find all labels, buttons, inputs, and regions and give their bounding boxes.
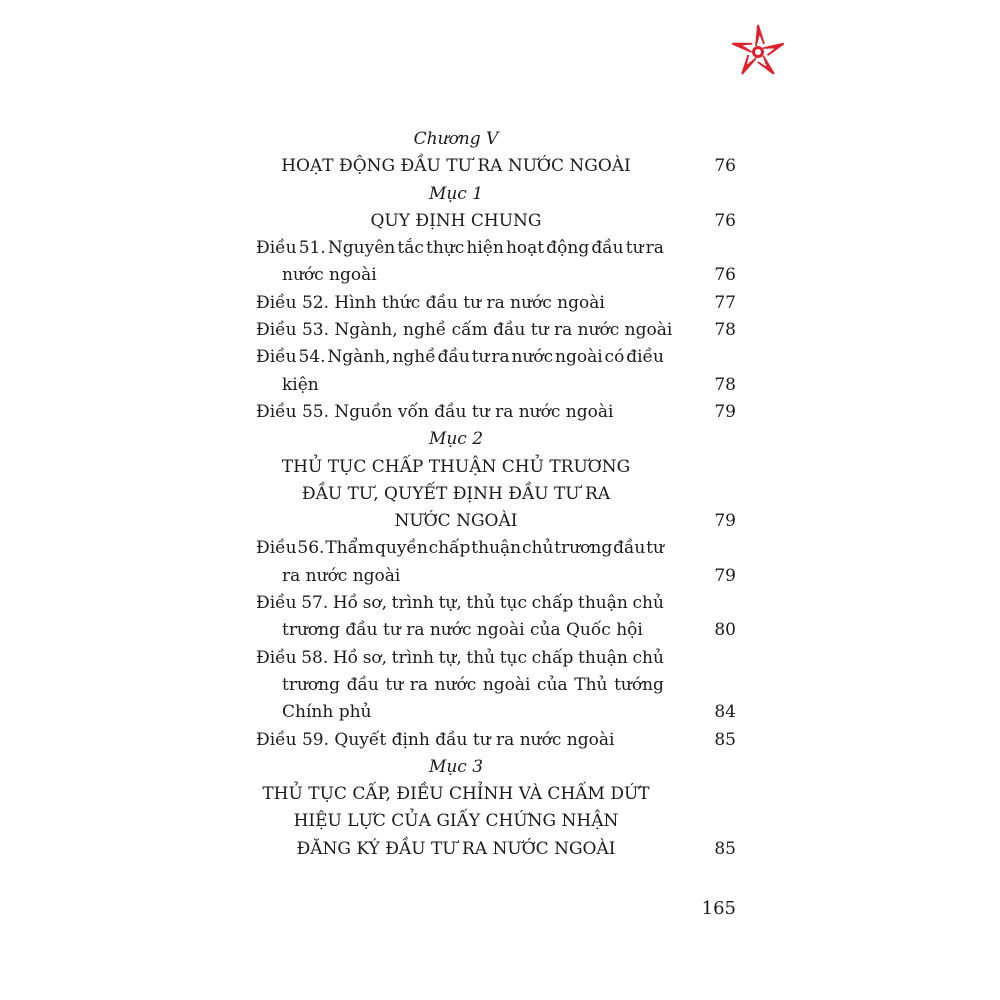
table-of-contents [256,126,736,863]
toc-entry-text: Điều 57. Hồ sơ, trình tự, thủ tục chấp thuận chủ [256,593,664,614]
toc-entry-line [256,290,736,317]
chapter-page: 76 [714,156,736,177]
toc-entry-line [256,535,736,562]
section-title-line [256,208,736,235]
toc-entry-line [256,617,736,644]
toc-entry-text: Chính phủ [282,702,372,723]
section-title-line [256,808,736,835]
toc-entry-text: Điều 54. Ngành, nghề đầu tư ra nước ngoài có điều [256,347,664,368]
section-title-line [256,454,736,481]
chapter-title: HOẠT ĐỘNG ĐẦU TƯ RA NƯỚC NGOÀI [281,156,631,177]
section-title-line [256,508,736,535]
page-number: 165 [701,898,736,919]
section-title-text: NƯỚC NGOÀI [394,511,518,532]
toc-entry-page: 85 [714,729,736,750]
toc-entry-line [256,699,736,726]
toc-entry-text: Điều 52. Hình thức đầu tư ra nước ngoài [256,292,605,313]
section-title-line [256,781,736,808]
section-label-text: Mục 1 [428,183,484,204]
publisher-star-logo-icon [728,22,788,82]
section-label [256,754,736,781]
section-title-text: HIỆU LỰC CỦA GIẤY CHỨNG NHẬN [293,811,619,832]
chapter-label: Chương V [413,129,499,149]
section-label-text: Mục 2 [428,429,484,450]
toc-entry-text: ra nước ngoài [282,565,401,586]
section-title-text: QUY ĐỊNH CHUNG [370,210,542,231]
section-title-text: ĐĂNG KÝ ĐẦU TƯ RA NƯỚC NGOÀI [296,838,616,859]
toc-entry-page: 80 [714,620,736,641]
toc-entry-line [256,372,736,399]
toc-entry-line [256,563,736,590]
section-title-text: THỦ TỤC CHẤP THUẬN CHỦ TRƯƠNG [281,456,631,477]
section-label [256,426,736,453]
toc-entry-line [256,645,736,672]
toc-entry-text: kiện [282,374,319,395]
toc-entry-text: Điều 51. Nguyên tắc thực hiện hoạt động đầu tư ra [256,238,664,259]
section-title-text: ĐẦU TƯ, QUYẾT ĐỊNH ĐẦU TƯ RA [301,483,611,504]
section-page: 79 [714,511,736,532]
toc-entry-line [256,344,736,371]
toc-entry-page: 79 [714,401,736,422]
toc-entry-text: Điều 58. Hồ sơ, trình tự, thủ tục chấp thuận chủ [256,647,664,668]
section-title-text: THỦ TỤC CẤP, ĐIỀU CHỈNH VÀ CHẤM DỨT [262,784,650,805]
toc-entry-line [256,399,736,426]
toc-entry-text: trương đầu tư ra nước ngoài của Thủ tướng [282,674,664,695]
section-title-line [256,481,736,508]
toc-entry-page: 77 [714,292,736,313]
section-label-text: Mục 3 [428,756,484,777]
toc-entry-page: 78 [714,320,736,341]
toc-entry-text: Điều 59. Quyết định đầu tư ra nước ngoài [256,729,615,750]
section-page: 76 [714,210,736,231]
section-title-line [256,836,736,863]
toc-entry-page: 79 [714,565,736,586]
toc-entry-line [256,590,736,617]
toc-entry-text: Điều 55. Nguồn vốn đầu tư ra nước ngoài [256,401,614,422]
section-page: 85 [714,838,736,859]
section-label [256,181,736,208]
toc-entry-page: 76 [714,265,736,286]
toc-entry-page: 84 [714,702,736,723]
toc-entry-line [256,235,736,262]
toc-entry-line [256,262,736,289]
chapter-title-row [256,153,736,180]
toc-entry-page: 78 [714,374,736,395]
toc-entry-line [256,317,736,344]
toc-entry-text: Điều 56. Thẩm quyền chấp thuận chủ trương đầu tư [256,538,664,559]
toc-entry-text: trương đầu tư ra nước ngoài của Quốc hội [282,620,643,641]
toc-entry-text: Điều 53. Ngành, nghề cấm đầu tư ra nước ngoài [256,320,673,341]
toc-entry-text: nước ngoài [282,265,377,286]
toc-entry-line [256,672,736,699]
toc-entry-line [256,727,736,754]
